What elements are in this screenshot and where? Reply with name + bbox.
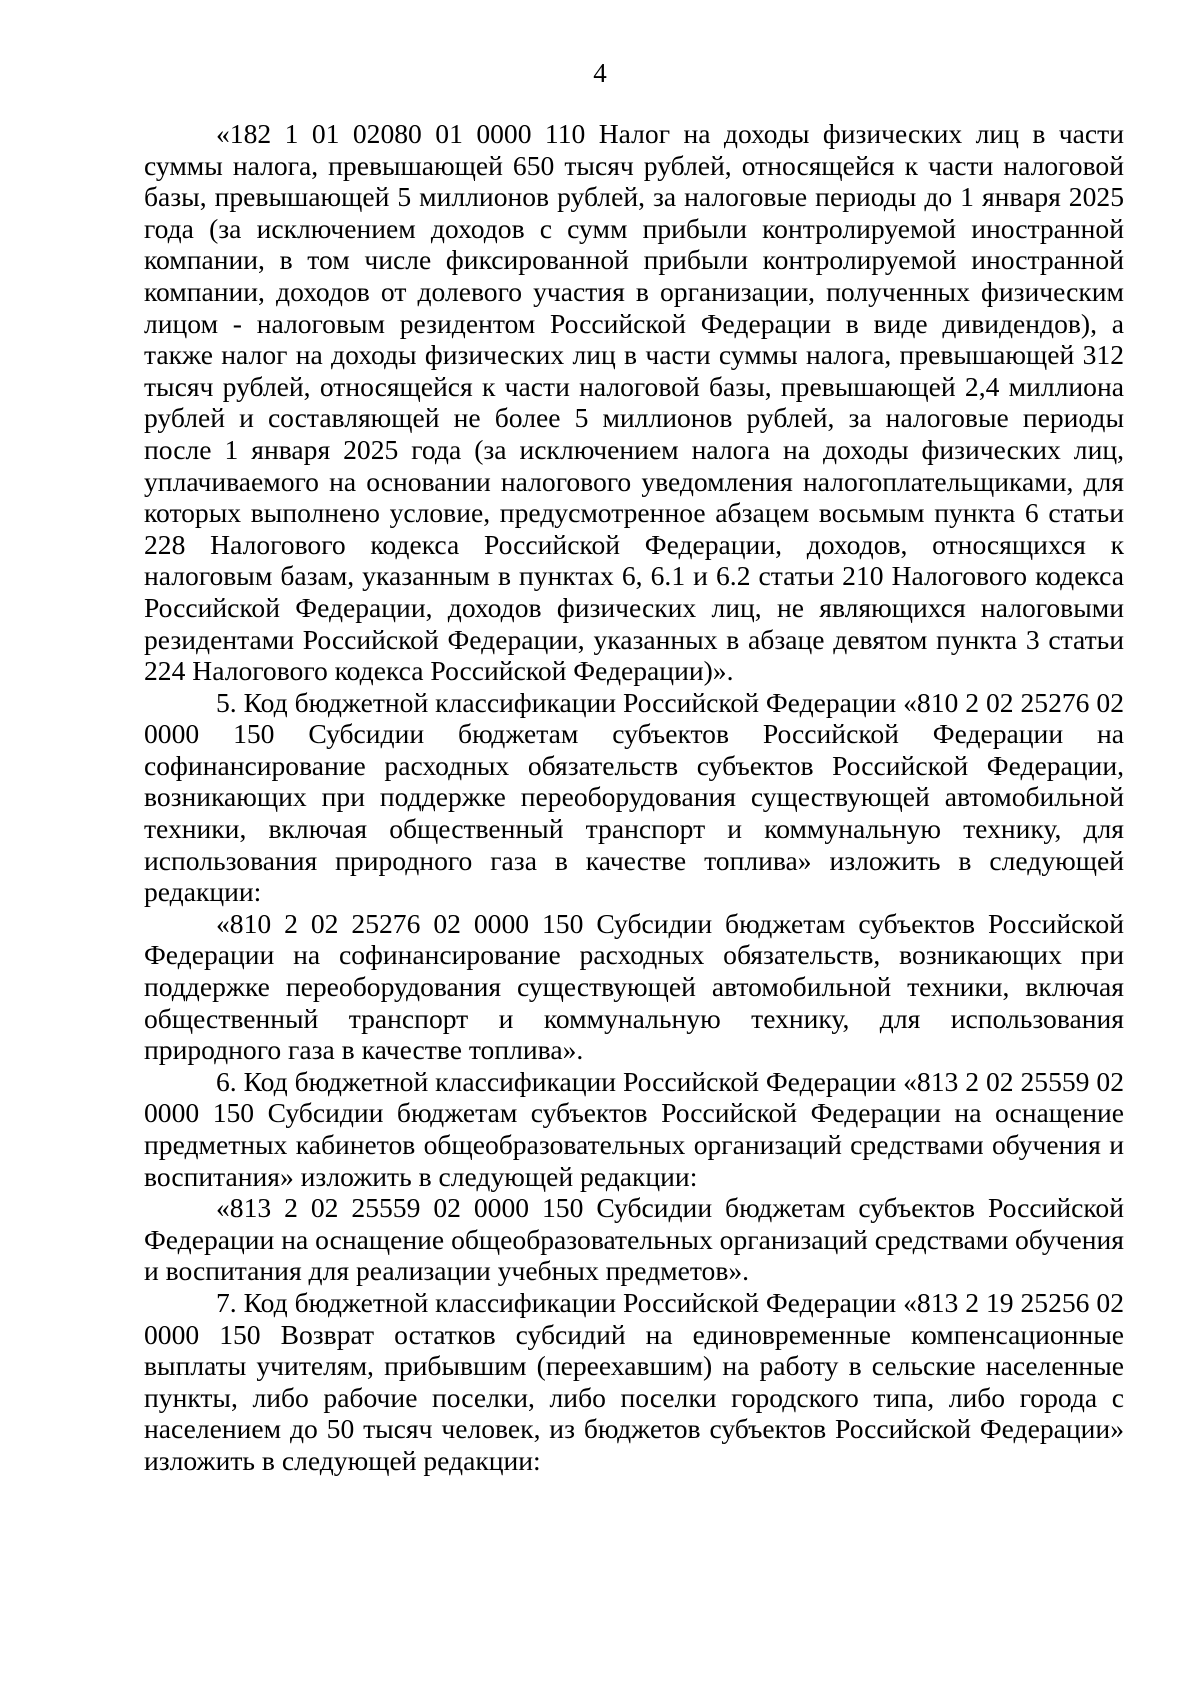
- paragraph-item-6: 6. Код бюджетной классификации Российской Федерации «813 2 02 25559 02 0000 150 Субсидии бюджетам субъектов Российской Федерации на оснащение предметных кабинетов общеобразовательных организаций средствами обучения и воспитания» изложить в следующей редакции:: [144, 1065, 1124, 1192]
- paragraph-kbk-813-quote: «813 2 02 25559 02 0000 150 Субсидии бюджетам субъектов Российской Федерации на оснащение общеобразовательных организаций средствами обучения и воспитания для реализации учебных предметов».: [144, 1192, 1124, 1287]
- page-number: 4: [593, 58, 607, 88]
- paragraph-item-7: 7. Код бюджетной классификации Российской Федерации «813 2 19 25256 02 0000 150 Возврат остатков субсидий на единовременные компенсационные выплаты учителям, прибывшим (переехавшим) на работу в сельские населенные пункты, либо рабочие поселки, либо поселки городского типа, либо города с населением до 50 тысяч человек, из бюджетов субъектов Российской Федерации» изложить в следующей редакции:: [144, 1286, 1124, 1476]
- document-body: [144, 118, 1124, 1477]
- paragraph-kbk-182-quote: «182 1 01 02080 01 0000 110 Налог на доходы физических лиц в части суммы налога, превышающей 650 тысяч рублей, относящейся к части налоговой базы, превышающей 5 миллионов рублей, за налоговые периоды до 1 января 2025 года (за исключением доходов с сумм прибыли контролируемой иностранной компании, в том числе фиксированной прибыли контролируемой иностранной компании, доходов от долевого участия в организации, полученных физическим лицом - налоговым резидентом Российской Федерации в виде дивидендов), а также налог на доходы физических лиц в части суммы налога, превышающей 312 тысяч рублей, относящейся к части налоговой базы, превышающей 2,4 миллиона рублей и составляющей не более 5 миллионов рублей, за налоговые периоды после 1 января 2025 года (за исключением налога на доходы физических лиц, уплачиваемого на основании налогового уведомления налогоплательщиками, для которых выполнено условие, предусмотренное абзацем восьмым пункта 6 статьи 228 Налогового кодекса Российской Федерации, доходов, относящихся к налоговым базам, указанным в пунктах 6, 6.1 и 6.2 статьи 210 Налогового кодекса Российской Федерации, доходов физических лиц, не являющихся налоговыми резидентами Российской Федерации, указанных в абзаце девятом пункта 3 статьи 224 Налогового кодекса Российской Федерации)».: [144, 118, 1124, 687]
- paragraph-kbk-810-quote: «810 2 02 25276 02 0000 150 Субсидии бюджетам субъектов Российской Федерации на софинансирование расходных обязательств, возникающих при поддержке переоборудования существующей автомобильной техники, включая общественный транспорт и коммунальную технику, для использования природного газа в качестве топлива».: [144, 907, 1124, 1066]
- paragraph-item-5: 5. Код бюджетной классификации Российской Федерации «810 2 02 25276 02 0000 150 Субсидии бюджетам субъектов Российской Федерации на софинансирование расходных обязательств субъектов Российской Федерации, возникающих при поддержке переоборудования существующей автомобильной техники, включая общественный транспорт и коммунальную технику, для использования природного газа в качестве топлива» изложить в следующей редакции:: [144, 686, 1124, 908]
